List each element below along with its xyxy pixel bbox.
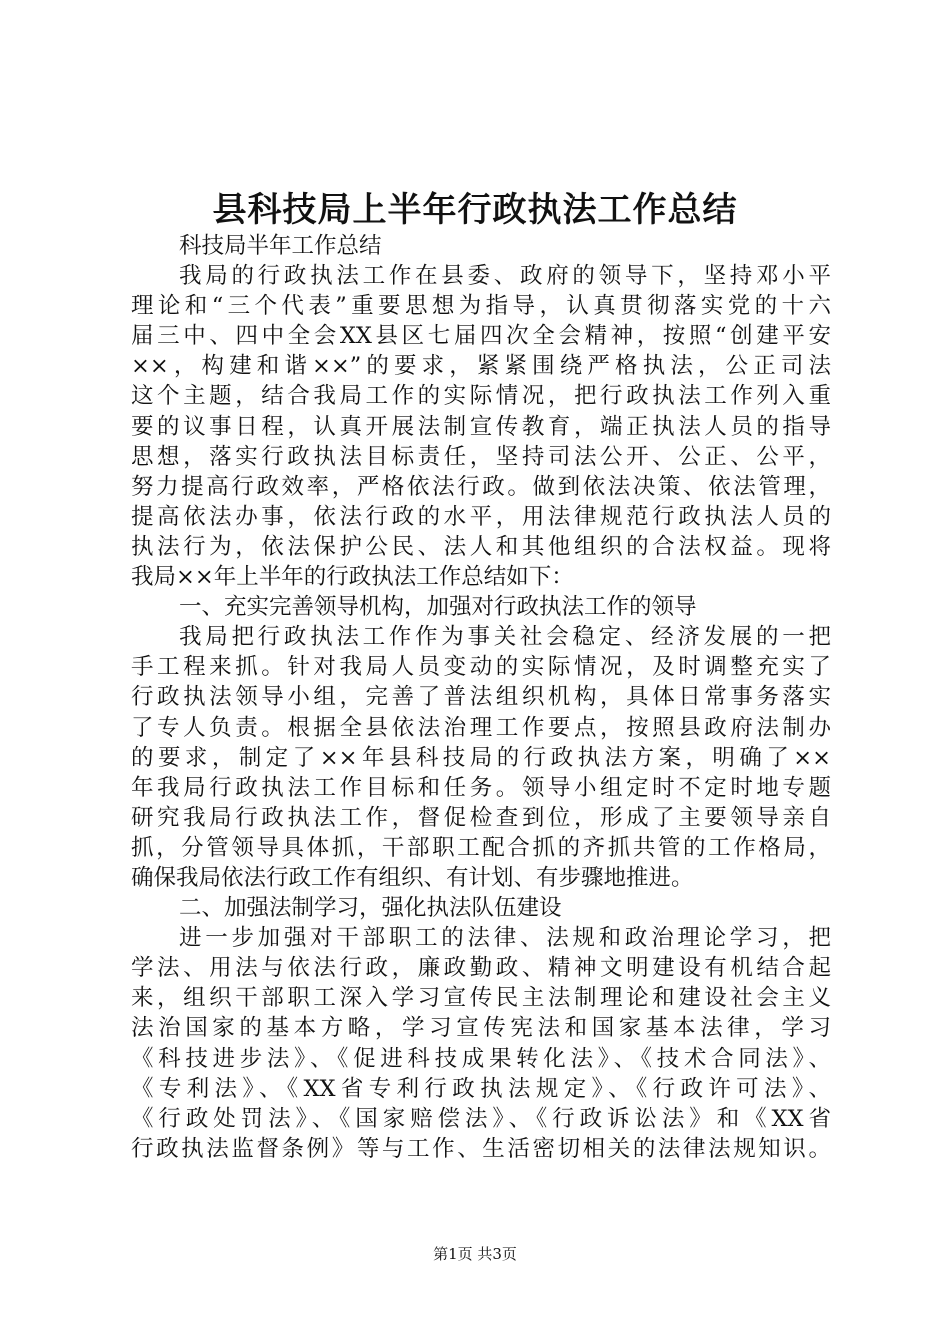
- paragraph-line: 理论和“三个代表”重要思想为指导，认真贯彻落实党的十六: [131, 293, 831, 320]
- paragraph-line: 来，组织干部职工深入学习宣传民主法制理论和建设社会主义: [131, 985, 831, 1012]
- paragraph-line: 提高依法办事，依法行政的水平，用法律规范行政执法人员的: [131, 503, 831, 530]
- paragraph-line: 手工程来抓。针对我局人员变动的实际情况，及时调整充实了: [131, 654, 831, 681]
- paragraph-line: 年我局行政执法工作目标和任务。领导小组定时不定时地专题: [131, 774, 831, 801]
- paragraph-line: 我局把行政执法工作作为事关社会稳定、经济发展的一把: [179, 624, 831, 651]
- section-heading: 二、加强法制学习，强化执法队伍建设: [179, 895, 562, 922]
- paragraph-line: 了专人负责。根据全县依法治理工作要点，按照县政府法制办: [131, 714, 831, 741]
- paragraph-line: 执法行为，依法保护公民、法人和其他组织的合法权益。现将: [131, 533, 831, 560]
- paragraph-line: 抓，分管领导具体抓，干部职工配合抓的齐抓共管的工作格局，: [131, 834, 831, 861]
- paragraph-line: ××，构建和谐××”的要求，紧紧围绕严格执法，公正司法: [131, 353, 831, 380]
- paragraph-line: 进一步加强对干部职工的法律、法规和政治理论学习，把: [179, 925, 831, 952]
- paragraph-line: 努力提高行政效率，严格依法行政。做到依法决策、依法管理，: [131, 473, 831, 500]
- paragraph-line: 行政执法监督条例》等与工作、生活密切相关的法律法规知识。: [131, 1135, 831, 1162]
- paragraph-line: 要的议事日程，认真开展法制宣传教育，端正执法人员的指导: [131, 413, 831, 440]
- paragraph-line: 行政执法领导小组，完善了普法组织机构，具体日常事务落实: [131, 684, 831, 711]
- paragraph-line: 《行政处罚法》、《国家赔偿法》、《行政诉讼法》和《XX省: [131, 1105, 831, 1132]
- paragraph-line: 《专利法》、《XX省专利行政执法规定》、《行政许可法》、: [131, 1075, 831, 1102]
- paragraph-line: 届三中、四中全会XX县区七届四次全会精神，按照“创建平安: [131, 323, 831, 350]
- section-heading: 一、充实完善领导机构，加强对行政执法工作的领导: [179, 594, 697, 621]
- document-body: [131, 231, 831, 1164]
- paragraph-line: 这个主题，结合我局工作的实际情况，把行政执法工作列入重: [131, 383, 831, 410]
- paragraph-line: 思想，落实行政执法目标责任，坚持司法公开、公正、公平，: [131, 443, 831, 470]
- paragraph-line: 我局的行政执法工作在县委、政府的领导下，坚持邓小平: [179, 263, 831, 290]
- paragraph-line: 法治国家的基本方略，学习宣传宪法和国家基本法律，学习: [131, 1015, 831, 1042]
- paragraph-line: 研究我局行政执法工作，督促检查到位，形成了主要领导亲自: [131, 804, 831, 831]
- page-footer: 第1页 共3页: [433, 1245, 517, 1263]
- subtitle-line: 科技局半年工作总结: [179, 233, 382, 259]
- paragraph-line: 《科技进步法》、《促进科技成果转化法》、《技术合同法》、: [131, 1045, 831, 1072]
- document-title: 县科技局上半年行政执法工作总结: [212, 190, 738, 230]
- paragraph-line: 确保我局依法行政工作有组织、有计划、有步骤地推进。: [131, 864, 694, 891]
- paragraph-line: 的要求，制定了××年县科技局的行政执法方案，明确了××: [131, 744, 831, 771]
- paragraph-line: 学法、用法与依法行政，廉政勤政、精神文明建设有机结合起: [131, 955, 831, 982]
- paragraph-line: 我局××年上半年的行政执法工作总结如下：: [131, 564, 574, 591]
